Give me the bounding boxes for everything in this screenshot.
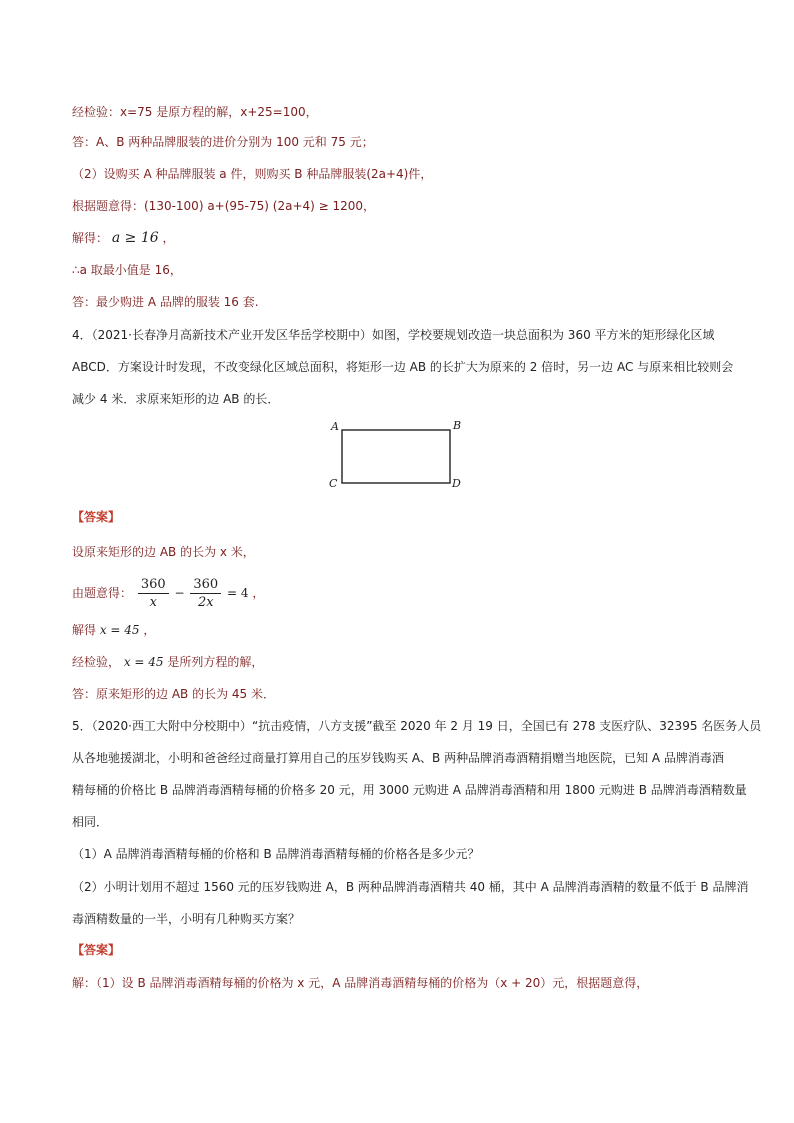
answer-tag: 【答案】 [72,510,121,524]
text-span: 是所列方程的解， [167,655,264,669]
text-span: 解得： [72,231,109,245]
text-span: ， [162,231,175,245]
fraction-numerator: 360 [138,576,169,594]
fraction [190,576,221,611]
fraction-denominator: x [149,595,157,610]
question-5-line: 精每桶的价格比 B 品牌消毒酒精每桶的价格多 20 元，用 3000 元购进 A 品牌消毒酒精和用 1800 元购进 B 品牌消毒酒精数量 [72,783,747,797]
equation: x = 45 [123,655,164,669]
fraction [138,576,169,611]
text-line [72,622,155,638]
text-span: ， [252,586,265,600]
text-span: 解得 [72,623,100,637]
text-line: ∴a 取最小值是 16， [72,263,182,277]
text-line: 解：（1）设 B 品牌消毒酒精每桶的价格为 x 元，A 品牌消毒酒精每桶的价格为（x + 20）元，根据题意得， [72,976,649,990]
equation: x = 45 [99,623,140,637]
text-span: ， [143,623,156,637]
question-5-line: （1）A 品牌消毒酒精每桶的价格和 B 品牌消毒酒精每桶的价格各是多少元？ [72,847,480,861]
text-line: 答：A、B 两种品牌服装的进价分别为 100 元和 75 元； [72,135,374,149]
equation-rhs: = 4 [227,586,249,600]
text-line: 答：最少购进 A 品牌的服装 16 套. [72,295,259,309]
inequality: a ≥ 16 [111,230,159,246]
vertex-label-c: C [329,477,338,490]
vertex-label-a: A [331,420,339,433]
question-5-line: 从各地驰援湖北，小明和爸爸经过商量打算用自己的压岁钱购买 A、B 两种品牌消毒酒精捐赠当地医院，已知 A 品牌消毒酒 [72,751,724,765]
fraction-numerator: 360 [190,576,221,594]
question-5-line: 相同． [72,815,109,829]
rectangle-figure [320,410,470,495]
equation-line [72,574,264,612]
text-line: 经检验：x=75 是原方程的解，x+25=100， [72,105,318,119]
text-line: （2）设购买 A 种品牌服装 a 件，则购买 B 种品牌服装(2a+4)件， [72,167,433,181]
question-4-line: 减少 4 米．求原来矩形的边 AB 的长． [72,392,280,406]
text-line: 设原来矩形的边 AB 的长为 x 米， [72,545,255,559]
rectangle-abcd [342,430,450,483]
answer-tag: 【答案】 [72,943,121,957]
vertex-label-d: D [452,477,461,490]
minus-sign: − [174,586,185,600]
text-line [72,230,174,246]
text-line [72,654,263,670]
text-span: 经检验， [72,655,121,669]
question-4-line: ABCD．方案设计时发现，不改变绿化区域总面积，将矩形一边 AB 的长扩大为原来的 2 倍时，另一边 AC 与原来相比较则会 [72,360,734,374]
question-4-line: 4．（2021·长春净月高新技术产业开发区华岳学校期中）如图，学校要规划改造一块总面积为 360 平方米的矩形绿化区域 [72,328,715,342]
question-5-line: 毒酒精数量的一半，小明有几种购买方案？ [72,912,301,926]
question-5-line: （2）小明计划用不超过 1560 元的压岁钱购进 A，B 两种品牌消毒酒精共 40 桶，其中 A 品牌消毒酒精的数量不低于 B 品牌消 [72,880,749,894]
text-line: 答：原来矩形的边 AB 的长为 45 米． [72,687,275,701]
question-5-line: 5．（2020·西工大附中分校期中）“抗击疫情，八方支援”截至 2020 年 2 月 19 日，全国已有 278 支医疗队、32395 名医务人员 [72,719,762,733]
text-line: 根据题意得：(130-100) a+(95-75) (2a+4) ≥ 1200， [72,199,376,213]
vertex-label-b: B [453,419,462,432]
text-span: 由题意得： [72,586,133,600]
fraction-denominator: 2x [198,595,214,610]
